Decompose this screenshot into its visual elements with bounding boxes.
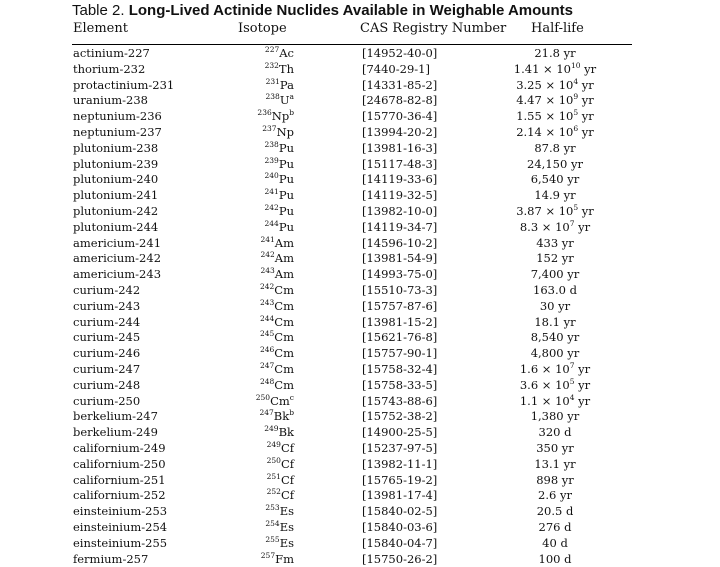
half-life xyxy=(510,220,600,236)
cas-number: [14119-34-7] xyxy=(362,220,437,236)
element-symbol: Am xyxy=(275,236,294,250)
table-row xyxy=(0,62,720,78)
table-row xyxy=(0,346,720,362)
element-symbol: Cm xyxy=(274,283,294,297)
cas-number: [15840-02-5] xyxy=(362,504,437,520)
table-row xyxy=(0,283,720,299)
element-symbol: Cm xyxy=(274,346,294,360)
table-row xyxy=(0,315,720,331)
half-life xyxy=(510,62,600,78)
element-name: berkelium-249 xyxy=(73,425,158,441)
half-life-value: 87.8 yr xyxy=(534,141,575,155)
element-symbol: Pu xyxy=(279,204,294,218)
table-row xyxy=(0,299,720,315)
element-name: curium-247 xyxy=(73,362,140,378)
isotope-symbol xyxy=(234,188,294,204)
table-row xyxy=(0,236,720,252)
half-life-value: 1.1 × 10 xyxy=(520,394,570,408)
element-name: curium-250 xyxy=(73,394,140,410)
table-row xyxy=(0,536,720,552)
mass-number: 251 xyxy=(267,472,281,481)
element-symbol: Fm xyxy=(275,552,294,566)
element-symbol: Es xyxy=(280,520,294,534)
element-name: curium-245 xyxy=(73,330,140,346)
cas-number: [13981-16-3] xyxy=(362,141,437,157)
table-row xyxy=(0,251,720,267)
isotope-symbol xyxy=(234,378,294,394)
isotope-symbol xyxy=(234,267,294,283)
element-name: americium-242 xyxy=(73,251,161,267)
element-name: curium-242 xyxy=(73,283,140,299)
element-symbol: Np xyxy=(272,109,289,123)
table-caption-title: Long-Lived Actinide Nuclides Available in Weighable Amounts xyxy=(129,2,573,19)
cas-number: [15237-97-5] xyxy=(362,441,437,457)
half-life xyxy=(510,315,600,331)
element-name: thorium-232 xyxy=(73,62,145,78)
element-name: americium-243 xyxy=(73,267,161,283)
cas-number: [15752-38-2] xyxy=(362,409,437,425)
element-name: uranium-238 xyxy=(73,93,148,109)
mass-number: 241 xyxy=(260,235,274,244)
element-symbol: Cf xyxy=(281,457,294,471)
half-life xyxy=(510,188,600,204)
cas-number: [15743-88-6] xyxy=(362,394,437,410)
header-isotope: Isotope xyxy=(238,21,287,36)
table-row xyxy=(0,473,720,489)
element-symbol: Th xyxy=(279,62,294,76)
cas-number: [14900-25-5] xyxy=(362,425,437,441)
cas-number: [15758-32-4] xyxy=(362,362,437,378)
element-name: plutonium-240 xyxy=(73,172,158,188)
half-life xyxy=(510,378,600,394)
mass-number: 244 xyxy=(265,219,279,228)
table-row xyxy=(0,78,720,94)
element-symbol: Es xyxy=(280,536,294,550)
cas-number: [15840-04-7] xyxy=(362,536,437,552)
half-life-value: 3.87 × 10 xyxy=(516,204,573,218)
element-name: plutonium-242 xyxy=(73,204,158,220)
half-life-value: 152 yr xyxy=(536,251,574,265)
table-row xyxy=(0,409,720,425)
mass-number: 238 xyxy=(265,140,279,149)
half-life xyxy=(510,441,600,457)
isotope-symbol xyxy=(234,315,294,331)
mass-number: 257 xyxy=(261,551,275,560)
half-life-exponent: 10 xyxy=(571,61,581,70)
half-life-unit: yr xyxy=(578,125,594,139)
half-life-exponent: 7 xyxy=(570,361,575,370)
isotope-symbol xyxy=(234,220,294,236)
isotope-symbol xyxy=(234,141,294,157)
half-life xyxy=(510,536,600,552)
cas-number: [15770-36-4] xyxy=(362,109,437,125)
isotope-symbol xyxy=(234,536,294,552)
header-rule xyxy=(72,44,632,45)
half-life-value: 8.3 × 10 xyxy=(520,220,570,234)
table-caption xyxy=(72,2,573,19)
mass-number: 245 xyxy=(260,329,274,338)
mass-number: 242 xyxy=(260,282,274,291)
table-row xyxy=(0,488,720,504)
half-life xyxy=(510,520,600,536)
half-life-value: 7,400 yr xyxy=(531,267,580,281)
footnote-marker: b xyxy=(289,408,294,417)
half-life-value: 2.6 yr xyxy=(538,488,572,502)
cas-number: [15750-26-2] xyxy=(362,552,437,567)
mass-number: 243 xyxy=(260,266,274,275)
half-life-value: 1.6 × 10 xyxy=(520,362,570,376)
mass-number: 247 xyxy=(260,361,274,370)
element-name: plutonium-244 xyxy=(73,220,158,236)
cas-number: [14119-33-6] xyxy=(362,172,437,188)
mass-number: 242 xyxy=(260,250,274,259)
half-life-exponent: 6 xyxy=(573,124,578,133)
table-row xyxy=(0,172,720,188)
element-name: californium-252 xyxy=(73,488,166,504)
mass-number: 231 xyxy=(266,77,280,86)
half-life-value: 898 yr xyxy=(536,473,574,487)
isotope-symbol xyxy=(234,157,294,173)
half-life xyxy=(510,172,600,188)
isotope-symbol xyxy=(234,62,294,78)
half-life xyxy=(510,157,600,173)
mass-number: 240 xyxy=(265,171,279,180)
table-row xyxy=(0,157,720,173)
element-symbol: Cf xyxy=(281,473,294,487)
element-symbol: Cf xyxy=(281,441,294,455)
cas-number: [7440-29-1] xyxy=(362,62,430,78)
element-symbol: Bk xyxy=(279,425,294,439)
element-name: curium-246 xyxy=(73,346,140,362)
isotope-symbol xyxy=(234,346,294,362)
cas-number: [13982-10-0] xyxy=(362,204,437,220)
isotope-symbol xyxy=(234,520,294,536)
half-life-value: 4,800 yr xyxy=(531,346,580,360)
element-name: berkelium-247 xyxy=(73,409,158,425)
mass-number: 254 xyxy=(265,519,279,528)
cas-number: [15758-33-5] xyxy=(362,378,437,394)
half-life-unit: yr xyxy=(578,93,594,107)
element-name: protactinium-231 xyxy=(73,78,174,94)
mass-number: 247 xyxy=(259,408,273,417)
mass-number: 238 xyxy=(265,92,279,101)
mass-number: 249 xyxy=(267,440,281,449)
half-life xyxy=(510,362,600,378)
cas-number: [15757-90-1] xyxy=(362,346,437,362)
half-life-unit: yr xyxy=(578,109,594,123)
half-life-value: 13.1 yr xyxy=(534,457,575,471)
half-life xyxy=(510,457,600,473)
half-life xyxy=(510,251,600,267)
cas-number: [14596-10-2] xyxy=(362,236,437,252)
element-name: einsteinium-254 xyxy=(73,520,167,536)
table-body xyxy=(0,46,720,567)
element-name: plutonium-239 xyxy=(73,157,158,173)
half-life-unit: yr xyxy=(578,204,594,218)
half-life-value: 21.8 yr xyxy=(534,46,575,60)
half-life-unit: yr xyxy=(575,378,591,392)
isotope-symbol xyxy=(234,46,294,62)
half-life-exponent: 5 xyxy=(573,203,578,212)
header-element: Element xyxy=(73,21,128,36)
isotope-symbol xyxy=(234,109,294,125)
element-symbol: Cm xyxy=(274,315,294,329)
table-row xyxy=(0,504,720,520)
element-name: actinium-227 xyxy=(73,46,150,62)
element-name: neptunium-236 xyxy=(73,109,162,125)
isotope-symbol xyxy=(234,78,294,94)
half-life xyxy=(510,552,600,567)
header-cas: CAS Registry Number xyxy=(360,21,506,36)
isotope-symbol xyxy=(234,441,294,457)
half-life-value: 276 d xyxy=(539,520,572,534)
table-row xyxy=(0,520,720,536)
mass-number: 237 xyxy=(262,124,276,133)
half-life-value: 6,540 yr xyxy=(531,172,580,186)
element-symbol: Pu xyxy=(279,188,294,202)
element-name: curium-244 xyxy=(73,315,140,331)
element-symbol: Cm xyxy=(274,299,294,313)
element-symbol: Cm xyxy=(274,330,294,344)
mass-number: 243 xyxy=(260,298,274,307)
half-life-value: 30 yr xyxy=(540,299,570,313)
isotope-symbol xyxy=(234,473,294,489)
half-life-value: 14.9 yr xyxy=(534,188,575,202)
mass-number: 236 xyxy=(257,108,271,117)
element-name: neptunium-237 xyxy=(73,125,162,141)
cas-number: [14952-40-0] xyxy=(362,46,437,62)
mass-number: 252 xyxy=(267,487,281,496)
table-row xyxy=(0,46,720,62)
mass-number: 248 xyxy=(260,377,274,386)
element-symbol: Es xyxy=(280,504,294,518)
half-life-value: 4.47 × 10 xyxy=(516,93,573,107)
cas-number: [14331-85-2] xyxy=(362,78,437,94)
half-life-exponent: 4 xyxy=(573,77,578,86)
mass-number: 253 xyxy=(265,503,279,512)
half-life xyxy=(510,125,600,141)
cas-number: [14119-32-5] xyxy=(362,188,437,204)
half-life-value: 18.1 yr xyxy=(534,315,575,329)
footnote-marker: a xyxy=(290,92,294,101)
isotope-symbol xyxy=(234,299,294,315)
half-life xyxy=(510,283,600,299)
half-life xyxy=(510,299,600,315)
element-symbol: Np xyxy=(277,125,294,139)
half-life-value: 3.25 × 10 xyxy=(516,78,573,92)
element-name: americium-241 xyxy=(73,236,161,252)
cas-number: [13981-17-4] xyxy=(362,488,437,504)
half-life xyxy=(510,346,600,362)
table-row xyxy=(0,330,720,346)
cas-number: [15840-03-6] xyxy=(362,520,437,536)
element-name: einsteinium-255 xyxy=(73,536,167,552)
footnote-marker: b xyxy=(289,108,294,117)
table-row xyxy=(0,394,720,410)
half-life xyxy=(510,204,600,220)
header-half-life: Half-life xyxy=(531,21,584,36)
half-life-unit: yr xyxy=(575,394,591,408)
table-row xyxy=(0,552,720,567)
half-life-unit: yr xyxy=(575,220,591,234)
half-life-unit: yr xyxy=(581,62,597,76)
half-life xyxy=(510,394,600,410)
half-life xyxy=(510,46,600,62)
half-life-value: 100 d xyxy=(539,552,572,566)
isotope-symbol xyxy=(234,204,294,220)
table-row xyxy=(0,457,720,473)
cas-number: [15765-19-2] xyxy=(362,473,437,489)
element-name: curium-243 xyxy=(73,299,140,315)
table-row xyxy=(0,141,720,157)
cas-number: [13994-20-2] xyxy=(362,125,437,141)
isotope-symbol xyxy=(234,93,294,109)
half-life xyxy=(510,141,600,157)
element-name: californium-249 xyxy=(73,441,166,457)
half-life xyxy=(510,93,600,109)
half-life-exponent: 4 xyxy=(570,393,575,402)
element-symbol: Pu xyxy=(279,141,294,155)
cas-number: [15510-73-3] xyxy=(362,283,437,299)
table-caption-label: Table 2. xyxy=(72,2,125,19)
element-symbol: Am xyxy=(275,251,294,265)
element-symbol: Am xyxy=(275,267,294,281)
mass-number: 246 xyxy=(260,345,274,354)
half-life-value: 320 d xyxy=(539,425,572,439)
half-life-value: 20.5 d xyxy=(537,504,574,518)
half-life xyxy=(510,504,600,520)
table-header xyxy=(0,21,720,41)
isotope-symbol xyxy=(234,283,294,299)
table-row xyxy=(0,267,720,283)
half-life xyxy=(510,78,600,94)
isotope-symbol xyxy=(234,172,294,188)
element-symbol: Cm xyxy=(270,394,290,408)
element-symbol: Cf xyxy=(281,488,294,502)
half-life xyxy=(510,109,600,125)
mass-number: 239 xyxy=(265,156,279,165)
half-life-value: 24,150 yr xyxy=(527,157,583,171)
cas-number: [24678-82-8] xyxy=(362,93,437,109)
half-life-exponent: 7 xyxy=(570,219,575,228)
element-symbol: Ac xyxy=(279,46,294,60)
element-name: fermium-257 xyxy=(73,552,148,567)
half-life-value: 1.41 × 10 xyxy=(514,62,571,76)
element-symbol: Cm xyxy=(274,378,294,392)
element-name: californium-250 xyxy=(73,457,166,473)
mass-number: 241 xyxy=(265,187,279,196)
half-life-value: 433 yr xyxy=(536,236,574,250)
cas-number: [13982-11-1] xyxy=(362,457,437,473)
mass-number: 227 xyxy=(265,45,279,54)
half-life xyxy=(510,473,600,489)
element-symbol: Pu xyxy=(279,157,294,171)
mass-number: 242 xyxy=(265,203,279,212)
isotope-symbol xyxy=(234,457,294,473)
element-name: einsteinium-253 xyxy=(73,504,167,520)
isotope-symbol xyxy=(234,394,294,410)
table-row xyxy=(0,425,720,441)
isotope-symbol xyxy=(234,251,294,267)
isotope-symbol xyxy=(234,236,294,252)
isotope-symbol xyxy=(234,552,294,567)
mass-number: 250 xyxy=(256,393,270,402)
half-life-unit: yr xyxy=(575,362,591,376)
half-life-value: 2.14 × 10 xyxy=(516,125,573,139)
table-row xyxy=(0,378,720,394)
half-life-value: 350 yr xyxy=(536,441,574,455)
element-symbol: Pu xyxy=(279,220,294,234)
table-row xyxy=(0,441,720,457)
half-life-value: 1.55 × 10 xyxy=(516,109,573,123)
cas-number: [14993-75-0] xyxy=(362,267,437,283)
half-life-value: 3.6 × 10 xyxy=(520,378,570,392)
half-life xyxy=(510,267,600,283)
half-life-exponent: 5 xyxy=(573,108,578,117)
element-name: plutonium-241 xyxy=(73,188,158,204)
cas-number: [15621-76-8] xyxy=(362,330,437,346)
element-symbol: U xyxy=(280,93,290,107)
cas-number: [13981-15-2] xyxy=(362,315,437,331)
cas-number: [13981-54-9] xyxy=(362,251,437,267)
footnote-marker: c xyxy=(290,393,294,402)
half-life xyxy=(510,488,600,504)
element-symbol: Bk xyxy=(274,409,289,423)
cas-number: [15117-48-3] xyxy=(362,157,437,173)
table-row xyxy=(0,362,720,378)
isotope-symbol xyxy=(234,425,294,441)
mass-number: 250 xyxy=(267,456,281,465)
half-life-value: 8,540 yr xyxy=(531,330,580,344)
isotope-symbol xyxy=(234,409,294,425)
mass-number: 244 xyxy=(260,314,274,323)
element-symbol: Cm xyxy=(274,362,294,376)
half-life-value: 40 d xyxy=(542,536,568,550)
isotope-symbol xyxy=(234,330,294,346)
element-symbol: Pu xyxy=(279,172,294,186)
mass-number: 232 xyxy=(265,61,279,70)
isotope-symbol xyxy=(234,504,294,520)
table-row xyxy=(0,204,720,220)
element-symbol: Pa xyxy=(280,78,294,92)
table-row xyxy=(0,220,720,236)
isotope-symbol xyxy=(234,488,294,504)
mass-number: 249 xyxy=(264,424,278,433)
isotope-symbol xyxy=(234,125,294,141)
half-life-exponent: 9 xyxy=(573,92,578,101)
table-row xyxy=(0,93,720,109)
half-life xyxy=(510,330,600,346)
half-life-unit: yr xyxy=(578,78,594,92)
half-life xyxy=(510,425,600,441)
element-name: curium-248 xyxy=(73,378,140,394)
half-life xyxy=(510,409,600,425)
half-life-value: 163.0 d xyxy=(533,283,577,297)
table-row xyxy=(0,109,720,125)
element-name: plutonium-238 xyxy=(73,141,158,157)
half-life-value: 1,380 yr xyxy=(531,409,580,423)
isotope-symbol xyxy=(234,362,294,378)
half-life-exponent: 5 xyxy=(570,377,575,386)
half-life xyxy=(510,236,600,252)
mass-number: 255 xyxy=(265,535,279,544)
table-row xyxy=(0,125,720,141)
cas-number: [15757-87-6] xyxy=(362,299,437,315)
element-name: californium-251 xyxy=(73,473,166,489)
table-row xyxy=(0,188,720,204)
